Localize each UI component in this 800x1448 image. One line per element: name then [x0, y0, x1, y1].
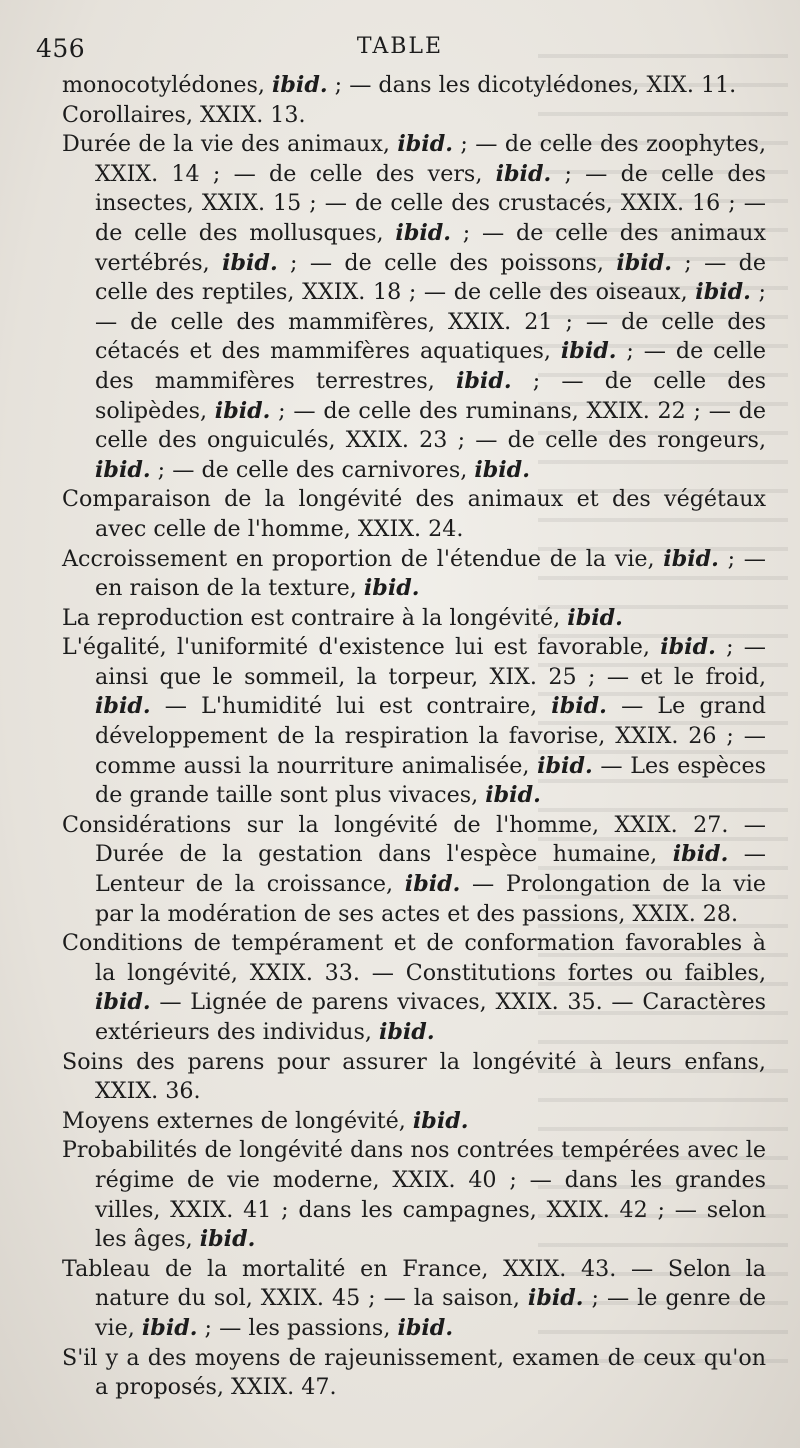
running-title: TABLE	[356, 34, 444, 59]
ibid-reference: ibid.	[495, 160, 552, 187]
ibid-reference: ibid.	[222, 249, 278, 276]
ibid-reference: ibid.	[660, 634, 716, 661]
ibid-reference: ibid.	[95, 693, 151, 720]
entry-text: ; — en raison de la texture,	[95, 545, 766, 602]
entry-text: Probabilités de longévité dans nos contrées tempérées avec le régime de vie moderne, XXIX. 40 ; — dans les grandes villes, XXIX. 41 ; dans les campagnes, XXIX. 42 ; — selon les âges,	[62, 1137, 766, 1253]
entry-text: ; — les passions,	[197, 1314, 398, 1341]
entry-text: Conditions de tempérament et de conformation favorables à la longévité, XXIX. 33. — Constitutions fortes ou faibles,	[62, 930, 766, 986]
ibid-reference: ibid.	[537, 752, 593, 779]
index-entry	[62, 633, 766, 811]
ibid-reference: ibid.	[271, 72, 328, 98]
entry-text: ; — de celle des ruminans, XXIX. 22 ; — de celle des onguiculés, XXIX. 23 ; — de celle des rongeurs,	[95, 397, 766, 454]
index-entry	[62, 101, 766, 131]
entry-text: ; — de celle des mammifères terrestres,	[95, 338, 766, 394]
entry-text: ; — de celle des carnivores,	[150, 456, 475, 483]
index-entry	[62, 1136, 766, 1254]
entry-text: S'il y a des moyens de rajeunissement, examen de ceux qu'on a proposés, XXIX. 47.	[62, 1344, 766, 1401]
entry-text: Comparaison de la longévité des animaux et des végétaux avec celle de l'homme, XXIX. 24.	[62, 486, 766, 542]
entry-text: Accroissement en proportion de l'étendue de la vie,	[62, 545, 664, 572]
index-entry	[62, 1344, 766, 1403]
entry-text: Moyens externes de longévité,	[62, 1107, 413, 1134]
entry-text: — L'humidité lui est contraire,	[150, 693, 552, 720]
index-entry	[62, 1048, 766, 1107]
entry-text: — Lignée de parens vivaces, XXIX. 35. — Caractères extérieurs des individus,	[95, 989, 766, 1045]
index-entries	[62, 71, 766, 1403]
entry-text: — Les espèces de grande taille sont plus vivaces,	[95, 752, 767, 809]
ibid-reference: ibid.	[551, 693, 607, 720]
entry-text: monocotylédones,	[62, 72, 272, 98]
ibid-reference: ibid.	[404, 871, 461, 898]
ibid-reference: ibid.	[214, 397, 271, 424]
ibid-reference: ibid.	[616, 249, 672, 276]
index-entry	[62, 485, 766, 544]
entry-text: L'égalité, l'uniformité d'existence lui est favorable,	[62, 634, 661, 661]
ibid-reference: ibid.	[395, 219, 452, 246]
entry-text: ; — de celle des reptiles, XXIX. 18 ; — de celle des oiseaux,	[95, 249, 767, 306]
ibid-reference: ibid.	[199, 1226, 256, 1253]
entry-text: Soins des parens pour assurer la longévité à leurs enfans, XXIX. 36.	[62, 1048, 766, 1105]
entry-text: ; — de celle des animaux vertébrés,	[95, 219, 766, 276]
page-header	[0, 34, 800, 68]
index-entry	[62, 130, 766, 485]
ibid-reference: ibid.	[378, 1019, 435, 1045]
entry-text: Durée de la vie des animaux,	[62, 131, 398, 158]
ibid-reference: ibid.	[455, 367, 512, 394]
entry-text: Tableau de la mortalité en France, XXIX. 43. — Selon la nature du sol, XXIX. 45 ; — la saison,	[62, 1255, 766, 1312]
entry-text: — Le grand développement de la respiration la favorise, XXIX. 26 ; — comme aussi la nourriture animalisée,	[95, 693, 766, 779]
ibid-reference: ibid.	[95, 989, 151, 1016]
index-entry	[62, 1255, 766, 1344]
ibid-reference: ibid.	[474, 456, 530, 483]
index-entry	[62, 604, 766, 634]
ibid-reference: ibid.	[560, 338, 617, 365]
entry-text: ; — de celle des zoophytes, XXIX. 14 ; — de celle des vers,	[95, 131, 766, 187]
index-entry	[62, 929, 766, 1047]
ibid-reference: ibid.	[397, 131, 453, 158]
page-number: 456	[36, 34, 86, 63]
ibid-reference: ibid.	[412, 1107, 469, 1134]
index-entry	[62, 811, 766, 929]
ibid-reference: ibid.	[397, 1314, 454, 1341]
entry-text: ; — de celle des insectes, XXIX. 15 ; — de celle des crustacés, XXIX. 16 ; — de celle des mollusques,	[95, 160, 766, 246]
entry-text: ; — de celle des mammifères, XXIX. 21 ; — de celle des cétacés et des mammifères aquatiques,	[95, 279, 766, 365]
ibid-reference: ibid.	[485, 782, 541, 809]
entry-text: Considérations sur la longévité de l'homme, XXIX. 27. — Durée de la gestation dans l'espèce humaine,	[62, 811, 766, 868]
entry-text: ; — dans les dicotylédones, XIX. 11.	[327, 72, 737, 98]
index-entry	[62, 545, 766, 604]
ibid-reference: ibid.	[672, 841, 729, 868]
entry-text: — Prolongation de la vie par la modération de ses actes et des passions, XXIX. 28.	[95, 871, 766, 927]
entry-text: ; — ainsi que le sommeil, la torpeur, XIX. 25 ; — et le froid,	[95, 634, 766, 690]
entry-text: La reproduction est contraire à la longévité,	[62, 604, 568, 631]
ibid-reference: ibid.	[695, 279, 751, 306]
entry-text: ; — de celle des poissons,	[277, 249, 617, 276]
ibid-reference: ibid.	[95, 456, 151, 483]
ibid-reference: ibid.	[363, 575, 420, 602]
index-entry	[62, 71, 766, 101]
ibid-reference: ibid.	[663, 545, 719, 572]
index-entry	[62, 1107, 766, 1137]
ibid-reference: ibid.	[527, 1285, 584, 1312]
entry-text: — Lenteur de la croissance,	[95, 841, 766, 898]
ibid-reference: ibid.	[567, 604, 623, 631]
entry-text: ; — le genre de vie,	[95, 1285, 766, 1341]
ibid-reference: ibid.	[141, 1314, 198, 1341]
entry-text: ; — de celle des solipèdes,	[95, 367, 766, 424]
entry-text: Corollaires, XXIX. 13.	[62, 101, 306, 128]
